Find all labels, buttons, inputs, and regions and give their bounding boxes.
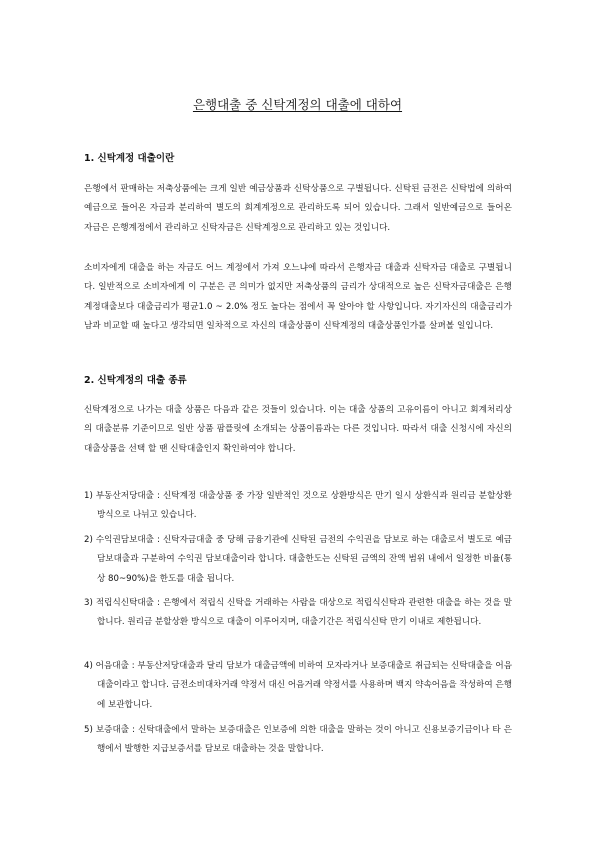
document-title-text: 은행대출 중 신탁계정의 대출에 대하여 (192, 97, 403, 112)
section-1-paragraph-1: 은행에서 판매하는 저축상품에는 크게 일반 예금상품과 신탁상품으로 구별됩니다. 신탁된 금전은 신탁법에 의하여 예금으로 들어온 자금과 분리하여 별도의 회계계정으로 관리하도록 되어 있습니다. 그래서 일반예금으로 들어온 자금은 은행계정에서 관리하고 신탁자금은 신탁계정으로 관리하고 있는 것입니다. (84, 184, 512, 233)
section-1-paragraph-2: 소비자에게 대출을 하는 자금도 어느 계정에서 가져 오느냐에 따라서 은행자금 대출과 신탁자금 대출로 구별됩니다. 일반적으로 소비자에게 이 구분은 큰 의미가 없지만 저축상품의 금리가 상대적으로 높은 신탁자금대출은 은행계정대출보다 대출금리가 평균1.0 ~ 2.0% 정도 높다는 점에서 꼭 알아야 할 사항입니다. 자기자신의 대출금리가 남과 비교할 때 높다고 생각되면 일차적으로 자신의 대출상품이 신탁계정의 대출상품인가를 살펴볼 일입니다. (84, 263, 512, 331)
section-2-heading: 2. 신탁계정의 대출 종류 (84, 375, 187, 386)
list-item: 5) 보증대출 : 신탁대출에서 말하는 보증대출은 인보증에 의한 대출을 말하는 것이 아니고 신용보증기금이나 타 은행에서 발행한 지급보증서를 담보로 대출하는 것을 말합니다. (84, 725, 512, 755)
section-1-heading: 1. 신탁계정 대출이란 (84, 153, 175, 164)
list-item: 4) 어음대출 : 부동산저당대출과 달리 담보가 대출금액에 비하여 모자라거나 보증대출로 취급되는 신탁대출을 어음대출이라고 합니다. 금전소비대차거래 약정서 대신 어음거래 약정서를 사용하며 백지 약속어음을 작성하여 은행에 보관합니다. (84, 661, 512, 710)
list-item: 1) 부동산저당대출 : 신탁계정 대출상품 중 가장 일반적인 것으로 상환방식은 만기 일시 상환식과 원리금 분할상환방식으로 나뉘고 있습니다. (84, 491, 512, 521)
list-item: 3) 적립식신탁대출 : 은행에서 적립식 신탁을 거래하는 사람을 대상으로 적립식신탁과 관련한 대출을 하는 것을 말합니다. 원리금 분할상환 방식으로 대출이 이루어지며, 대출기간은 적립식신탁 만기 이내로 제한됩니다. (84, 598, 512, 628)
section-2-intro: 신탁계정으로 나가는 대출 상품은 다음과 같은 것들이 있습니다. 이는 대출 상품의 고유이름이 아니고 회계처리상의 대출분류 기준이므로 일반 상품 팜플릿에 소개되는 상품이름과는 다른 것입니다. 따라서 대출 신청시에 자신의 대출상품을 선택 할 땐 신탁대출인지 확인하여야 합니다. (84, 405, 512, 454)
document-title (0, 97, 595, 113)
list-item: 2) 수익권담보대출 : 신탁자금대출 중 당해 금융기관에 신탁된 금전의 수익권을 담보로 하는 대출로서 별도로 예금담보대출과 구분하여 수익권 담보대출이라 합니다. 대출한도는 신탁된 금액의 잔액 범위 내에서 일정한 비율(통상 80~90%)을 한도를 대출 됩니다. (84, 535, 512, 584)
